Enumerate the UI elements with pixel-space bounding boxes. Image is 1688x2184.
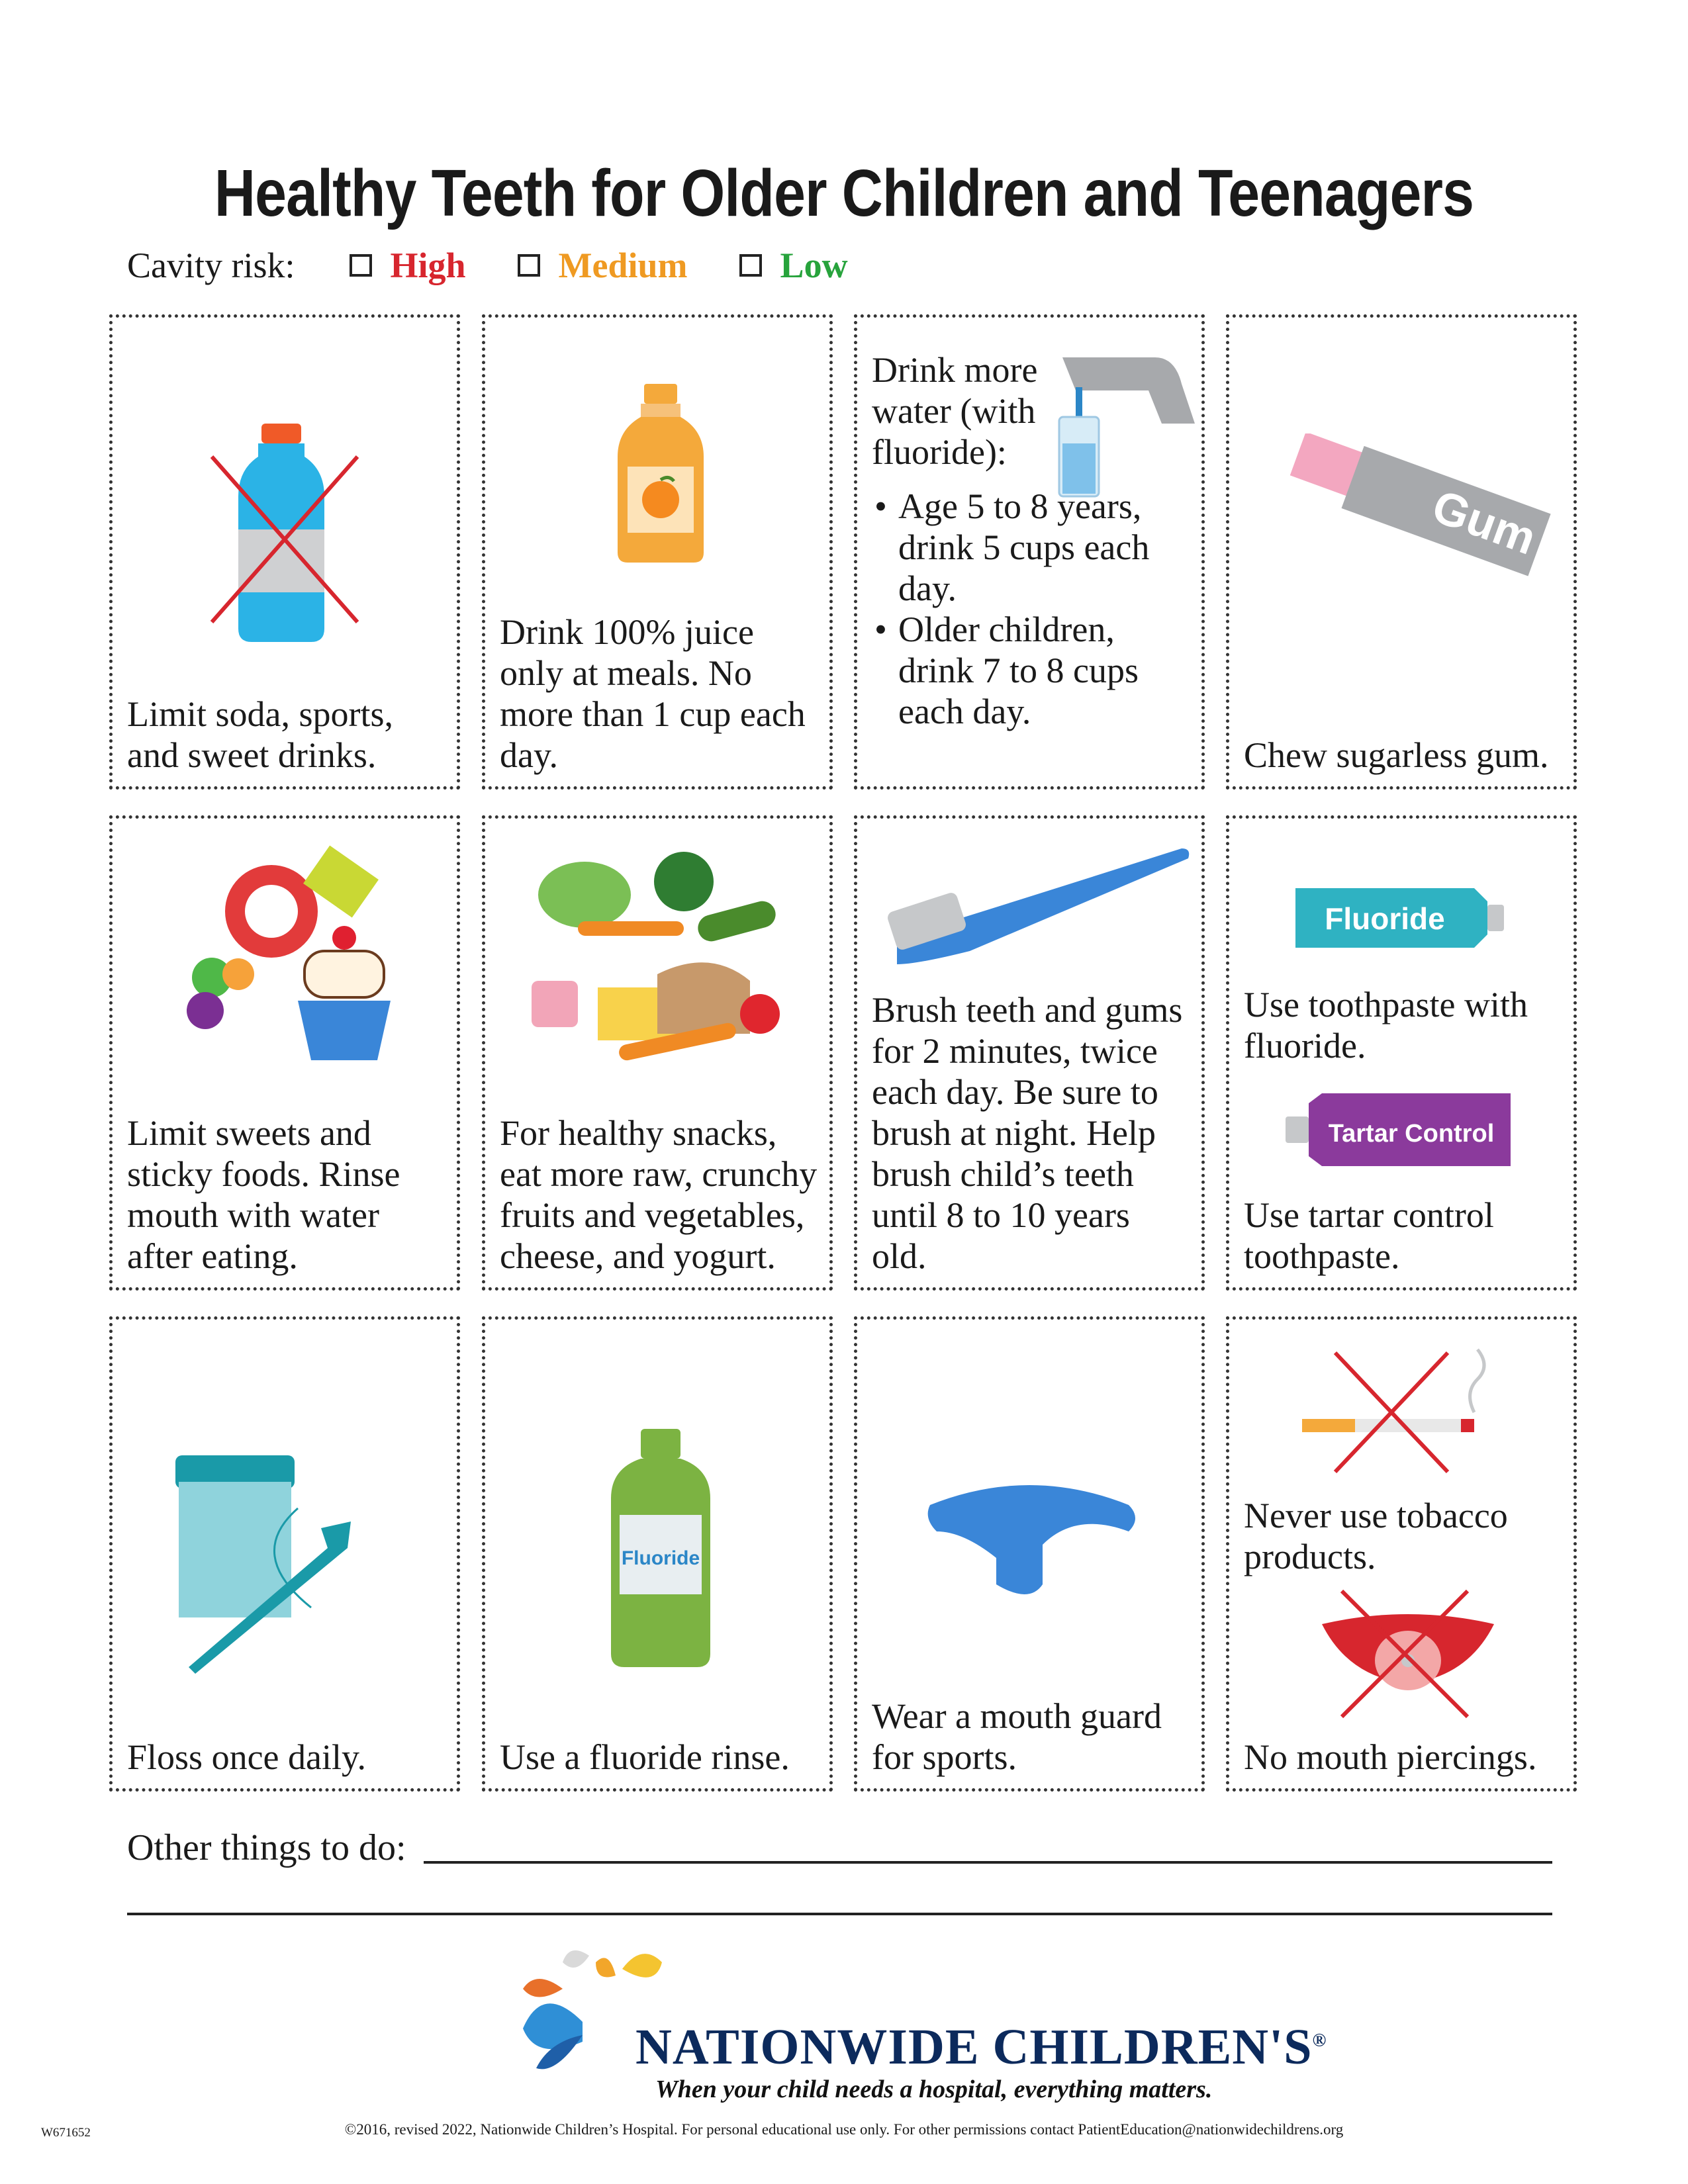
copyright-notice: ©2016, revised 2022, Nationwide Children’s Hospital. For personal educational use only. For other permissions contact PatientEducation@nationwidechildrens.org (344, 2121, 1344, 2138)
sweets-icon (179, 839, 391, 1077)
healthy-food-icon (532, 848, 796, 1067)
tobacco-caption: Never use tobacco products. (1244, 1496, 1508, 1576)
fluoride-paste-label: Fluoride (1325, 901, 1445, 936)
tartar-caption: Use tartar control toothpaste. (1244, 1195, 1494, 1276)
floss-caption: Floss once daily. (127, 1737, 366, 1777)
tip-toothpaste (1226, 815, 1577, 1291)
brush-caption: Brush teeth and gums for 2 minutes, twice each day. Be sure to brush at night. Help brush child’s teeth until 8 to 10 years old. (872, 990, 1183, 1276)
sports-drink-icon (199, 424, 371, 649)
risk-high-checkbox[interactable] (350, 254, 372, 277)
cavity-risk-row (127, 245, 900, 286)
water-list-item: • Age 5 to 8 years, drink 5 cups each day. (872, 486, 1190, 609)
tip-healthy-snacks (482, 815, 833, 1291)
fluoride-paste-caption: Use toothpaste with fluoride. (1244, 985, 1528, 1066)
gum-icon (1269, 433, 1554, 606)
tip-mouth-guard (854, 1316, 1205, 1792)
water-caption (872, 349, 1190, 732)
tip-no-tobacco (1226, 1316, 1577, 1792)
tip-limit-soda (109, 314, 460, 790)
risk-medium-checkbox[interactable] (518, 254, 540, 277)
mouth-guard-icon (923, 1472, 1142, 1604)
sweets-caption: Limit sweets and sticky foods. Rinse mouth with water after eating. (127, 1113, 400, 1276)
other-things-line-1[interactable] (424, 1861, 1552, 1864)
risk-medium-label: Medium (558, 246, 688, 285)
gum-caption: Chew sugarless gum. (1244, 735, 1549, 775)
tip-limit-sweets (109, 815, 460, 1291)
tip-drink-water (854, 314, 1205, 790)
brand-name (635, 2019, 1327, 2076)
brand-tagline: When your child needs a hospital, everything matters. (655, 2075, 1213, 2103)
tip-fluoride-rinse (482, 1316, 833, 1792)
gum-label: Gum (1426, 480, 1543, 565)
snacks-caption: For healthy snacks, eat more raw, crunchy fruits and vegetables, cheese, and yogurt. (500, 1113, 818, 1276)
risk-medium-option[interactable] (518, 245, 688, 286)
tartar-label: Tartar Control (1328, 1120, 1495, 1148)
risk-low-option[interactable] (739, 245, 848, 286)
brand-registered: ® (1312, 2030, 1327, 2051)
tip-gum (1226, 314, 1577, 790)
cigarette-icon (1295, 1346, 1494, 1479)
other-things-label: Other things to do: (127, 1827, 406, 1868)
risk-low-checkbox[interactable] (739, 254, 762, 277)
fluoride-toothpaste-icon (1295, 882, 1507, 954)
juice-bottle-icon (614, 384, 707, 563)
tip-juice (482, 314, 833, 790)
tip-brush-teeth (854, 815, 1205, 1291)
piercing-caption: No mouth piercings. (1244, 1737, 1537, 1777)
water-intro: Drink more water (with fluoride): (872, 350, 1038, 472)
tartar-toothpaste-icon (1286, 1090, 1511, 1169)
page-title: Healthy Teeth for Older Children and Teenagers (214, 156, 1474, 230)
rinse-label: Fluoride (621, 1547, 700, 1569)
risk-high-label: High (390, 246, 466, 285)
floss-icon (169, 1455, 420, 1674)
risk-high-option[interactable] (350, 245, 466, 286)
toothbrush-icon (884, 845, 1195, 978)
document-code: W671652 (41, 2126, 91, 2140)
mouth-piercing-icon (1322, 1584, 1494, 1723)
risk-low-label: Low (780, 246, 848, 285)
brand-text: NATIONWIDE CHILDREN'S (635, 2019, 1313, 2075)
water-list (872, 486, 1190, 732)
soda-caption: Limit soda, sports, and sweet drinks. (127, 694, 393, 775)
tip-floss (109, 1316, 460, 1792)
rinse-caption: Use a fluoride rinse. (500, 1737, 790, 1777)
water-list-item: • Older children, drink 7 to 8 cups each day. (872, 609, 1190, 732)
mouthwash-bottle-icon (608, 1429, 714, 1667)
cavity-risk-label: Cavity risk: (127, 246, 295, 285)
other-things-line-2[interactable] (127, 1913, 1552, 1915)
guard-caption: Wear a mouth guard for sports. (872, 1696, 1162, 1777)
juice-caption: Drink 100% juice only at meals. No more than 1 cup each day. (500, 612, 806, 775)
